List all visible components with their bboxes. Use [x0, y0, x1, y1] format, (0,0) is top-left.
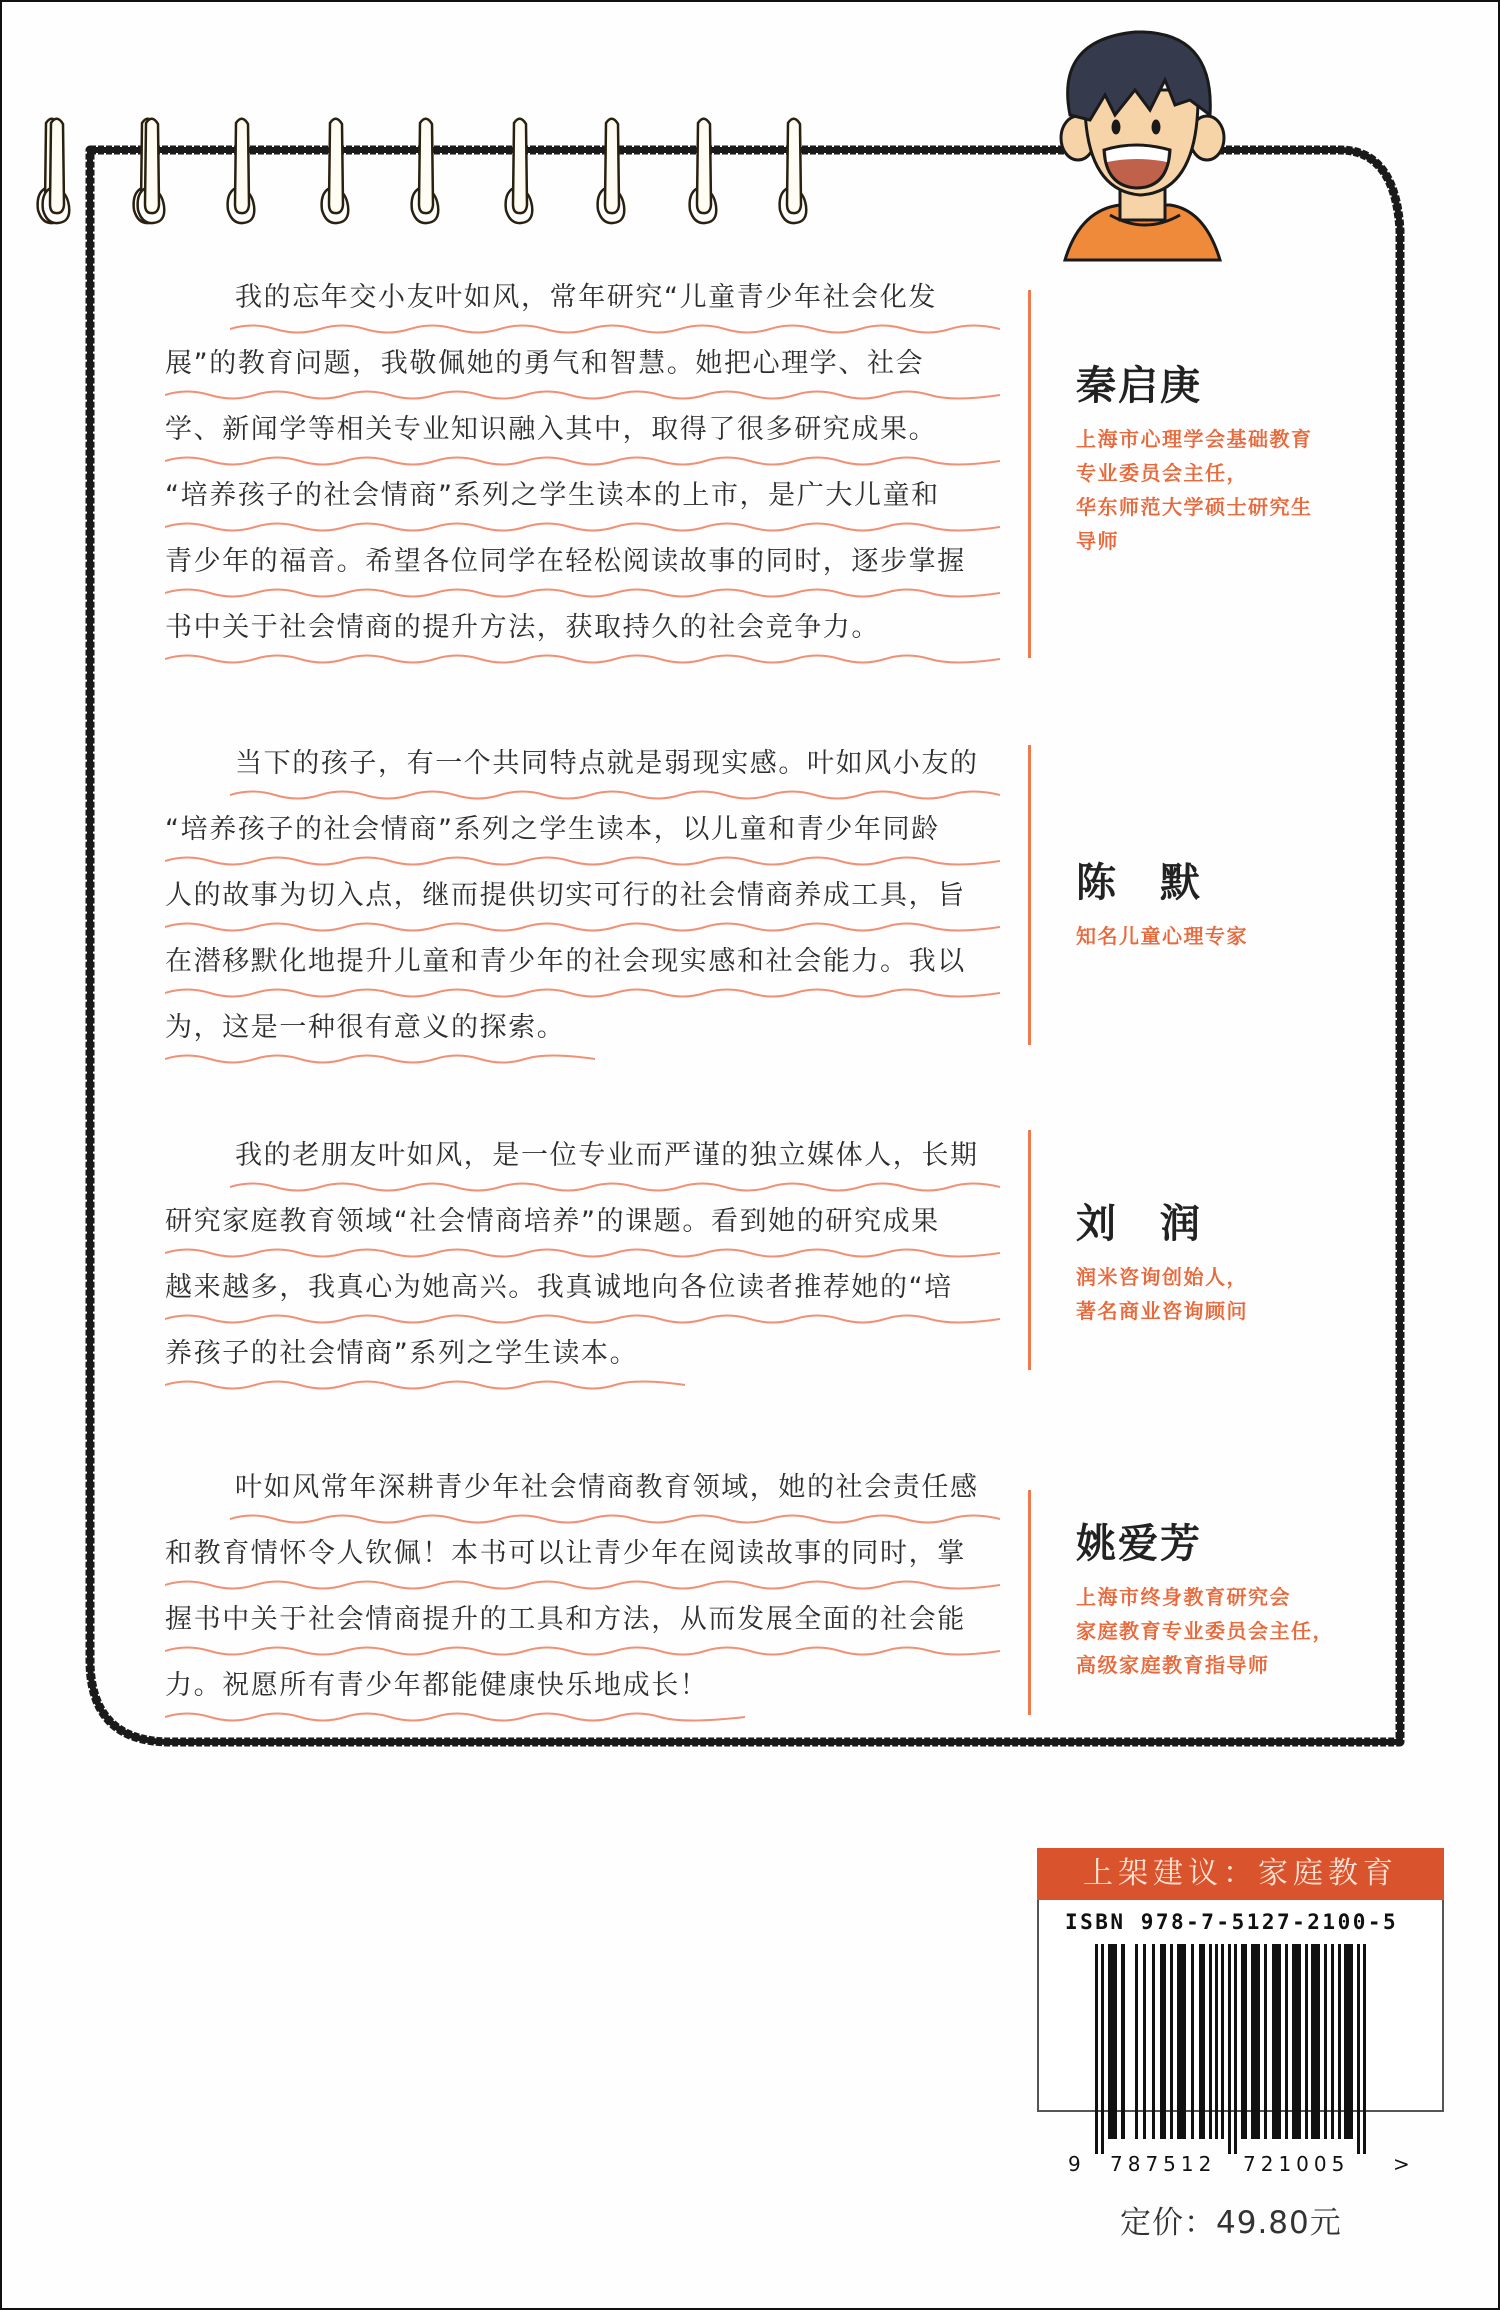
author-title: 专业委员会主任，: [1076, 461, 1248, 485]
author-title: 著名商业咨询顾问: [1076, 1299, 1248, 1323]
paragraph-line: 人的故事为切入点，继而提供切实可行的社会情商养成工具，旨: [165, 870, 1000, 936]
endorsement-paragraph: [165, 1130, 1000, 1394]
paragraph-line: 握书中关于社会情商提升的工具和方法，从而发展全面的社会能: [165, 1594, 1000, 1660]
spiral-binding-icon: [38, 119, 807, 223]
author-title: 导师: [1076, 529, 1119, 553]
author-block: [1028, 1130, 1248, 1370]
author-block: [1028, 745, 1248, 1045]
author-name: 秦启庚: [1076, 363, 1202, 409]
isbn-number: ISBN 978-7-5127-2100-5: [1065, 1910, 1399, 1934]
barcode-trail-mark: >: [1393, 2152, 1415, 2176]
paragraph-line: 叶如风常年深耕青少年社会情商教育领域，她的社会责任感: [165, 1462, 1000, 1528]
barcode-lead-digit: 9: [1068, 2152, 1086, 2176]
author-name: 姚爱芳: [1076, 1521, 1202, 1567]
paragraph-line: 在潜移默化地提升儿童和青少年的社会现实感和社会能力。我以: [165, 936, 1000, 1002]
paragraph-line: 力。祝愿所有青少年都能健康快乐地成长！: [165, 1660, 745, 1726]
cartoon-boy-icon: [1061, 32, 1224, 260]
paragraph-line: 养孩子的社会情商”系列之学生读本。: [165, 1328, 685, 1394]
barcode-left-group: 787512: [1110, 2152, 1217, 2176]
author-title: 上海市心理学会基础教育: [1076, 427, 1313, 451]
paragraph-line: 当下的孩子，有一个共同特点就是弱现实感。叶如风小友的: [165, 738, 1000, 804]
author-block: [1028, 290, 1313, 658]
author-name: 陈 默: [1076, 860, 1202, 906]
paragraph-line: 青少年的福音。希望各位同学在轻松阅读故事的同时，逐步掌握: [165, 536, 1000, 602]
author-title: 上海市终身教育研究会: [1076, 1585, 1291, 1609]
endorsement-paragraph: [165, 272, 1000, 668]
shelf-suggestion-banner: 上架建议：家庭教育: [1037, 1848, 1444, 1900]
endorsement-paragraph: [165, 738, 1000, 1068]
author-title: 知名儿童心理专家: [1076, 924, 1248, 948]
barcode-icon: [1095, 1944, 1375, 2154]
paragraph-line: 学、新闻学等相关专业知识融入其中，取得了很多研究成果。: [165, 404, 1000, 470]
author-title: 润米咨询创始人，: [1076, 1265, 1248, 1289]
author-title: 高级家庭教育指导师: [1076, 1653, 1270, 1677]
paragraph-line: 我的忘年交小友叶如风，常年研究“儿童青少年社会化发: [165, 272, 1000, 338]
paragraph-line: “培养孩子的社会情商”系列之学生读本的上市，是广大儿童和: [165, 470, 1000, 536]
paragraph-line: 和教育情怀令人钦佩！本书可以让青少年在阅读故事的同时，掌: [165, 1528, 1000, 1594]
author-block: [1028, 1490, 1334, 1715]
paragraph-line: 研究家庭教育领域“社会情商培养”的课题。看到她的研究成果: [165, 1196, 1000, 1262]
paragraph-line: 越来越多，我真心为她高兴。我真诚地向各位读者推荐她的“培: [165, 1262, 1000, 1328]
price: 定价：49.80元: [1120, 2205, 1342, 2241]
paragraph-line: “培养孩子的社会情商”系列之学生读本，以儿童和青少年同龄: [165, 804, 1000, 870]
barcode-right-group: 721005: [1243, 2152, 1350, 2176]
paragraph-line: 我的老朋友叶如风，是一位专业而严谨的独立媒体人，长期: [165, 1130, 1000, 1196]
paragraph-line: 展”的教育问题，我敬佩她的勇气和智慧。她把心理学、社会: [165, 338, 1000, 404]
endorsement-paragraph: [165, 1462, 1000, 1726]
author-title: 华东师范大学硕士研究生: [1076, 495, 1313, 519]
author-name: 刘 润: [1076, 1201, 1202, 1247]
author-title: 家庭教育专业委员会主任，: [1076, 1619, 1334, 1643]
paragraph-line: 为，这是一种很有意义的探索。: [165, 1002, 595, 1068]
paragraph-line: 书中关于社会情商的提升方法，获取持久的社会竞争力。: [165, 602, 1000, 668]
